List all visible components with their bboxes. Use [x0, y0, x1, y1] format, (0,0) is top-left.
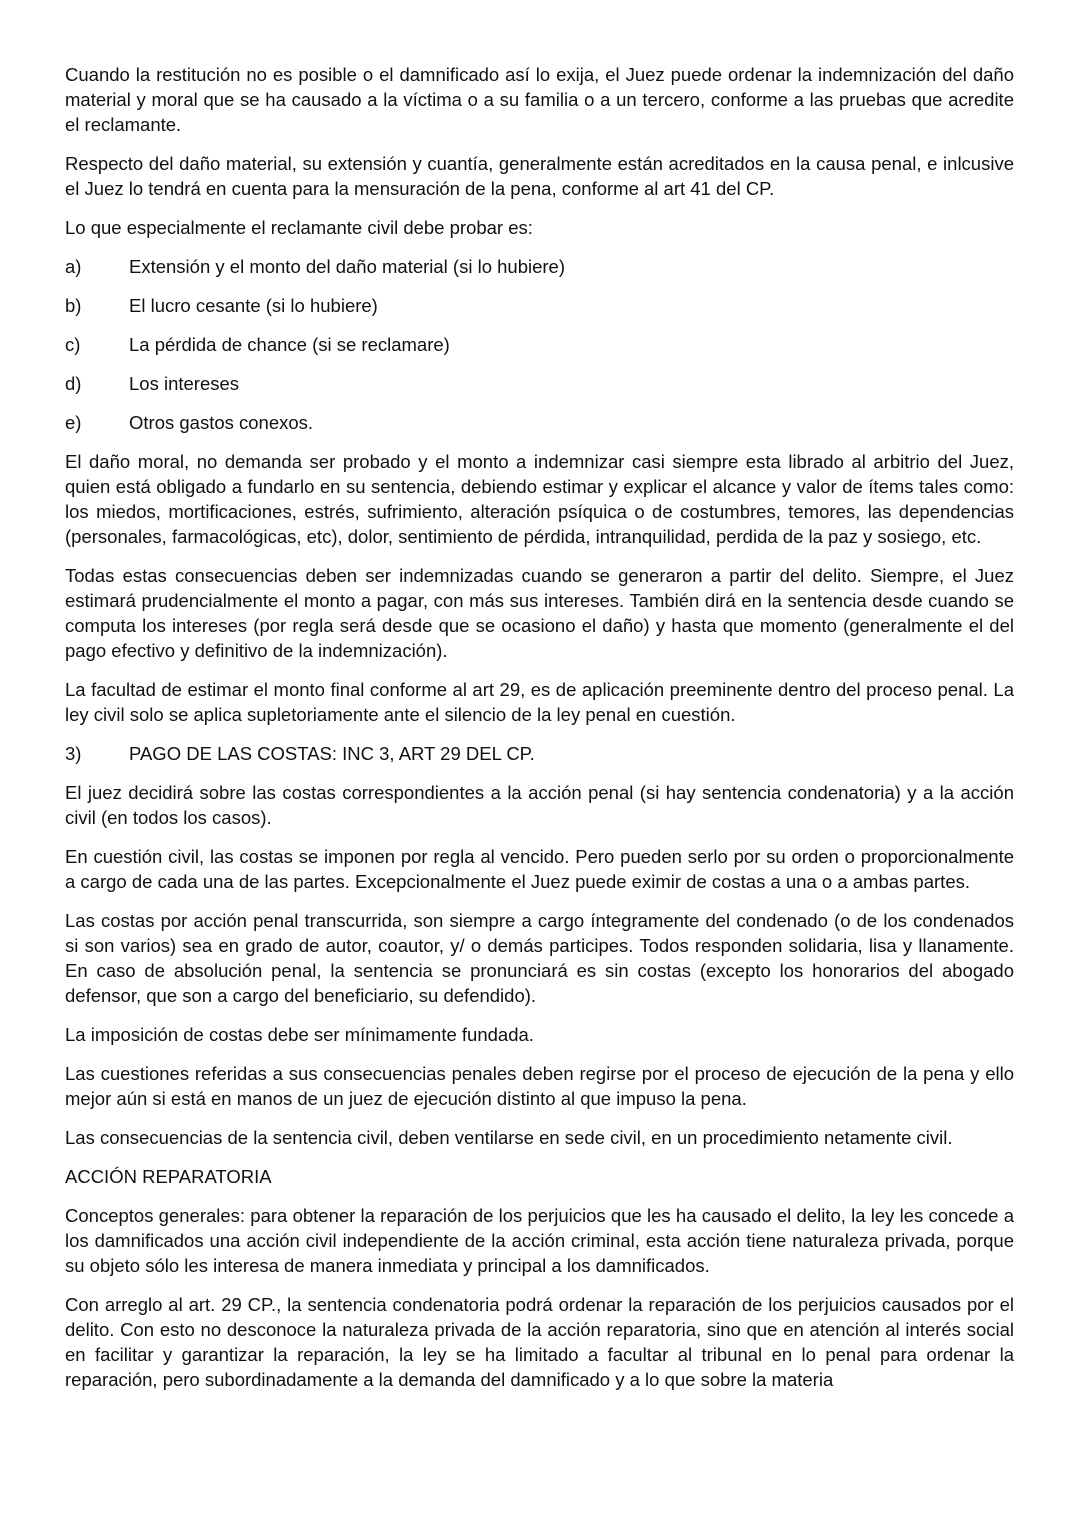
paragraph-juez-costas: El juez decidirá sobre las costas correspondientes a la acción penal (si hay sentencia condenatoria) y a la acción civil (en todos los casos). [65, 782, 1014, 828]
paragraph-consecuencias: Todas estas consecuencias deben ser indemnizadas cuando se generaron a partir del delito. Siempre, el Juez estimará prudencialmente el monto a pagar, con más sus intereses. También dirá en la sentencia desde cuando se computa los intereses (por regla será desde que se ocasiono el daño) y hasta que momento (generalmente el del pago efectivo y definitivo de la indemnización). [65, 565, 1014, 661]
section-heading-costas [65, 741, 1014, 766]
paragraph-art-29: Con arreglo al art. 29 CP., la sentencia condenatoria podrá ordenar la reparación de los perjuicios causados por el delito. Con esto no desconoce la naturaleza privada de la acción reparatoria, sino que en atención al interés social en facilitar y garantizar la reparación, la ley se ha limitado a facultar al tribunal en lo penal para ordenar la reparación, pero subordinadamente a la demanda del damnificado y a lo que sobre la materia [65, 1294, 1014, 1390]
list-marker: e) [65, 412, 82, 433]
paragraph-conceptos-generales: Conceptos generales: para obtener la reparación de los perjuicios que les ha causado el delito, la ley les concede a los damnificados una acción civil independiente de la acción criminal, esta acción tiene naturaleza privada, porque su objeto sólo les interesa de manera inmediata y principal a los damnificados. [65, 1205, 1014, 1276]
paragraph-costas-penal: Las costas por acción penal transcurrida, son siempre a cargo íntegramente del condenado (o de los condenados si son varios) sea en grado de autor, coautor, y/ o demás participes. Todos responden solidaria, lisa y llanamente. En caso de absolución penal, la sentencia se pronunciará es sin costas (excepto los honorarios del abogado defensor, que son a cargo del beneficiario, su defendido). [65, 910, 1014, 1006]
paragraph-cuestiones-penales: Las cuestiones referidas a sus consecuencias penales deben regirse por el proceso de ejecución de la pena y ello mejor aún si está en manos de un juez de ejecución distinto al que impuso la pena. [65, 1063, 1014, 1109]
list-item-text: Los intereses [129, 373, 240, 394]
list-item-text: La pérdida de chance (si se reclamare) [129, 334, 450, 355]
list-marker: a) [65, 256, 82, 277]
list-marker: d) [65, 373, 82, 394]
document-page [65, 62, 1014, 1392]
paragraph-cuestion-civil: En cuestión civil, las costas se imponen por regla al vencido. Pero pueden serlo por su orden o proporcionalmente a cargo de cada una de las partes. Excepcionalmente el Juez puede eximir de costas a una o a ambas partes. [65, 846, 1014, 892]
paragraph-imposicion-costas: La imposición de costas debe ser mínimamente fundada. [65, 1024, 534, 1045]
paragraph-facultad-estimar: La facultad de estimar el monto final conforme al art 29, es de aplicación preeminente dentro del proceso penal. La ley civil solo se aplica supletoriamente ante el silencio de la ley penal en cuestión. [65, 679, 1014, 725]
paragraph-sentencia-civil: Las consecuencias de la sentencia civil, deben ventilarse en sede civil, en un procedimiento netamente civil. [65, 1127, 953, 1148]
list-item [65, 254, 1014, 279]
list-item-text: Extensión y el monto del daño material (si lo hubiere) [129, 256, 566, 277]
section-number: 3) [65, 743, 82, 764]
list-marker: b) [65, 295, 82, 316]
list-item-text: Otros gastos conexos. [129, 412, 314, 433]
paragraph-restitucion: Cuando la restitución no es posible o el damnificado así lo exija, el Juez puede ordenar la indemnización del daño material y moral que se ha causado a la víctima o a su familia o a un tercero, conforme a las pruebas que acredite el reclamante. [65, 64, 1014, 135]
list-marker: c) [65, 334, 81, 355]
list-item [65, 293, 1014, 318]
list-item-text: El lucro cesante (si lo hubiere) [129, 295, 378, 316]
list-item [65, 371, 1014, 396]
list-item [65, 410, 1014, 435]
list-item [65, 332, 1014, 357]
section-heading-accion-reparatoria: ACCIÓN REPARATORIA [65, 1166, 272, 1187]
paragraph-reclamante-probar: Lo que especialmente el reclamante civil debe probar es: [65, 217, 533, 238]
paragraph-dano-moral: El daño moral, no demanda ser probado y el monto a indemnizar casi siempre esta librado al arbitrio del Juez, quien está obligado a fundarlo en su sentencia, debiendo estimar y explicar el alcance y valor de ítems tales como: los miedos, mortificaciones, estrés, sufrimiento, alteración psíquica o de costumbres, temores, las dependencias (personales, farmacológicas, etc), dolor, sentimiento de pérdida, intranquilidad, perdida de la paz y sosiego, etc. [65, 451, 1014, 547]
section-title: PAGO DE LAS COSTAS: INC 3, ART 29 DEL CP. [129, 743, 535, 764]
paragraph-dano-material: Respecto del daño material, su extensión y cuantía, generalmente están acreditados en la causa penal, e inlcusive el Juez lo tendrá en cuenta para la mensuración de la pena, conforme al art 41 del CP. [65, 153, 1014, 199]
